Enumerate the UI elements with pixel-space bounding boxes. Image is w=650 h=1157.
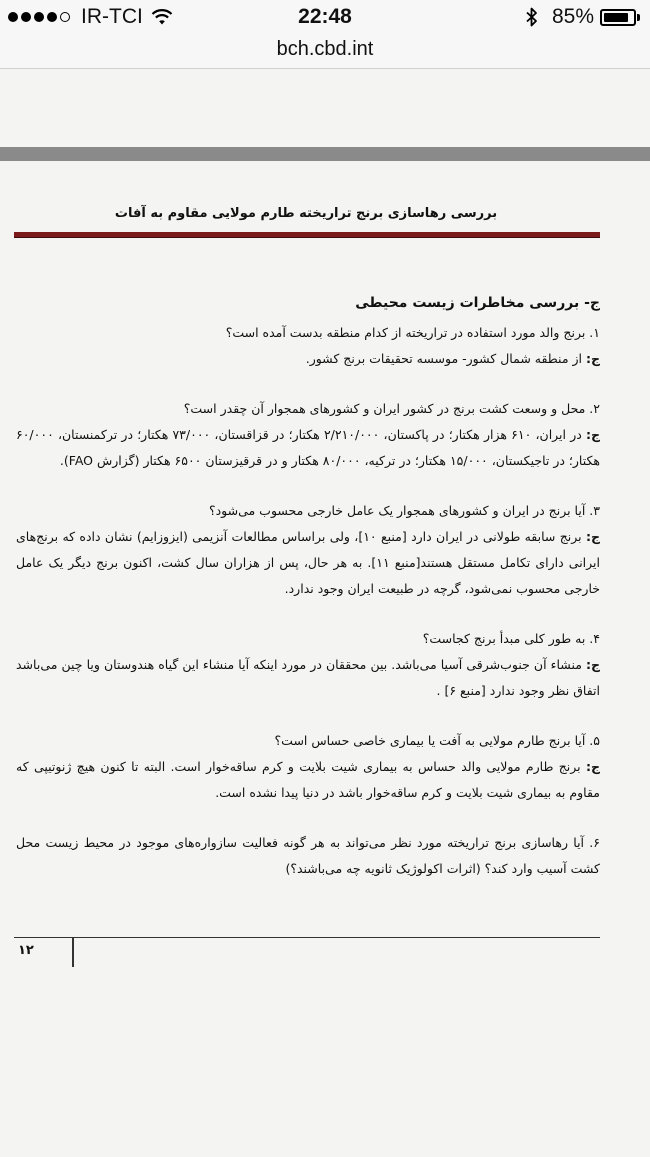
- battery-percentage: 85%: [551, 5, 594, 28]
- carrier-name: IR-TCI: [81, 5, 143, 28]
- url-text[interactable]: bch.cbd.int: [276, 38, 374, 60]
- answer-text: از منطقه شمال کشور- موسسه تحقیقات برنج کشور.: [305, 351, 586, 366]
- question-1: ۱. برنج والد مورد استفاده در تراریخته از کدام منطقه بدست آمده است؟: [225, 325, 600, 340]
- footer-divider: [14, 937, 600, 938]
- answer-4: [16, 652, 600, 704]
- url-bar[interactable]: [0, 36, 650, 69]
- header-divider: [14, 232, 600, 238]
- clock: 22:48: [298, 5, 352, 28]
- answer-prefix: ج:: [585, 427, 600, 442]
- battery-level-fill: [604, 13, 628, 22]
- answer-text: برنج طارم مولایی والد حساس به بیماری شیت بلایت و کرم ساقه‌خوار است. البته تا کنون هیچ ژنوتیپی که مقاوم به بیماری شیت بلایت و کرم ساقه‌خوار باشد در دنیا پیدا نشده است.: [16, 759, 600, 800]
- status-right: [526, 5, 640, 29]
- document-header-title: بررسی رهاسازی برنج تراریخته طارم مولایی مقاوم به آفات: [114, 206, 498, 221]
- question-4: ۴. به طور کلی مبدأ برنج کجاست؟: [422, 631, 600, 646]
- answer-prefix: ج:: [585, 759, 600, 774]
- page-number: ۱۲: [18, 943, 34, 958]
- question-2: ۲. محل و وسعت کشت برنج در کشور ایران و کشورهای همجوار آن چقدر است؟: [183, 401, 600, 416]
- answer-text: منشاء آن جنوب‌شرقی آسیا می‌باشد. بین محققان در مورد اینکه آیا منشاء این گیاه هندوستان ویا چین می‌باشد اتفاق نظر وجود ندارد [منبع ۶] .: [16, 657, 600, 698]
- answer-prefix: ج:: [585, 529, 600, 544]
- answer-text: در ایران، ۶۱۰ هزار هکتار؛ در پاکستان، ۲/۲۱۰/۰۰۰ هکتار؛ در قزاقستان، ۷۳/۰۰۰ هکتار؛ در ترکمنستان، ۶۰/۰۰۰ هکتار؛ در تاجیکستان، ۱۵/۰۰۰ هکتار؛ در ترکیه، ۸۰/۰۰۰ هکتار و در قرقیزستان ۶۵۰۰ هکتار (گزارش FAO).: [16, 427, 600, 468]
- battery-cap: [637, 14, 640, 21]
- battery-icon: [600, 9, 636, 26]
- answer-5: [16, 754, 600, 806]
- question-6: ۶. آیا رهاسازی برنج تراریخته مورد نظر می‌تواند به هر گونه فعالیت سازواره‌های موجود در محیط زیست محل کشت آسیب وارد کند؟ (اثرات اکولوژیک ثانویه چه می‌باشند؟): [16, 835, 600, 876]
- answer-2: [16, 422, 600, 474]
- question-5: ۵. آیا برنج طارم مولایی به آفت یا بیماری خاصی حساس است؟: [274, 733, 600, 748]
- answer-prefix: ج:: [585, 657, 600, 672]
- footer-tick: [72, 937, 74, 967]
- document-body: [16, 290, 600, 882]
- answer-prefix: ج:: [585, 351, 600, 366]
- answer-text: برنج سابقه طولانی در ایران دارد [منبع ۱۰]، ولی براساس مطالعات آنزیمی (ایزوزایم) نشان داده که برنج‌های ایرانی دارای تکامل مستقل هستند[منبع ۱۱]. به هر حال، پس از هزاران سال کشت، اکنون برنج دیگر یک عامل خارجی محسوب نمی‌شود، گرچه در طبیعت ایران وجود ندارد.: [16, 529, 600, 596]
- status-bar: [0, 0, 650, 36]
- bluetooth-icon: [526, 7, 538, 27]
- question-3: ۳. آیا برنج در ایران و کشورهای همجوار یک عامل خارجی محسوب می‌شود؟: [208, 503, 600, 518]
- answer-1: [16, 346, 600, 372]
- page-top-band: [0, 147, 650, 161]
- section-title: ج- بررسی مخاطرات زیست محیطی: [355, 295, 600, 311]
- answer-3: [16, 524, 600, 602]
